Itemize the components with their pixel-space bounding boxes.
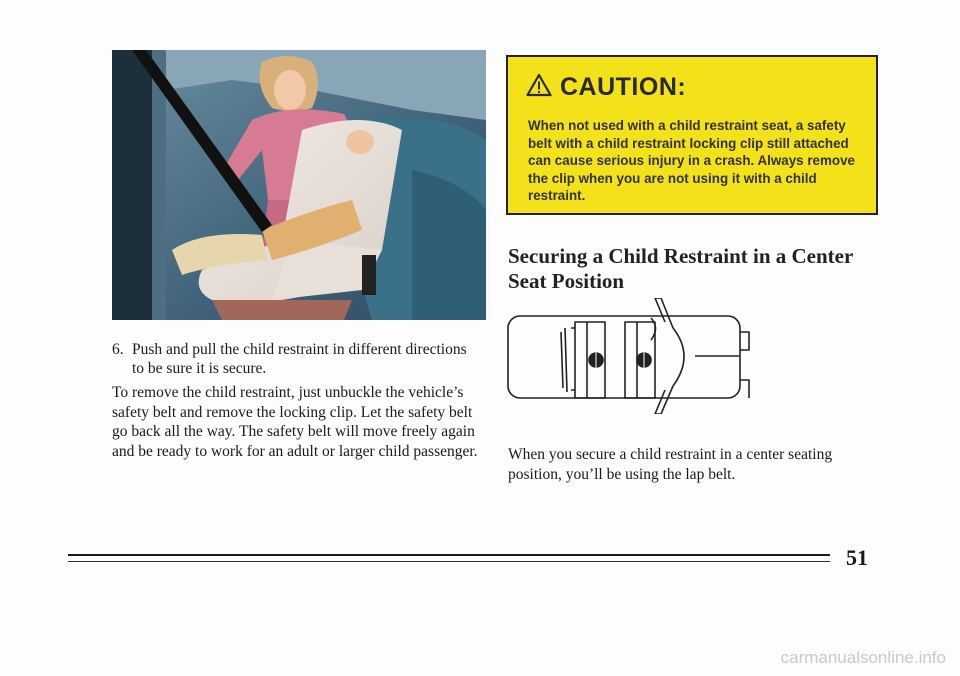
child-restraint-illustration (112, 50, 486, 320)
page-number: 51 (846, 545, 868, 570)
center-seat-diagram (505, 298, 765, 414)
caution-title: CAUTION: (560, 73, 687, 101)
caution-header (526, 73, 686, 102)
center-seat-paragraph: When you secure a child restraint in a center seating position, you’ll be using the lap belt. (508, 446, 833, 483)
footer-rule-thick (68, 554, 830, 556)
step-number: 6. (112, 341, 124, 358)
footer-rule-thin (68, 561, 830, 562)
step-item (112, 340, 482, 378)
step-text: Push and pull the child restraint in different directions to be sure it is secure. (132, 341, 467, 377)
removal-paragraph: To remove the child restraint, just unbuckle the vehicle’s safety belt and remove the locking clip. Let the safety belt go back all the way. The safety belt will move freely again and be ready to work for an adult or larger child passenger. (112, 384, 478, 460)
section-heading: Securing a Child Restraint in a Center Seat Position (508, 244, 853, 293)
caution-text: When not used with a child restraint seat, a safety belt with a child restraint locking clip still attached can cause serious injury in a crash. Always remove the clip when you are not using it with a child restraint. (528, 118, 855, 203)
caution-box (506, 55, 878, 215)
warning-triangle-icon (526, 73, 552, 102)
watermark-text: carmanualsonline.info (780, 648, 946, 667)
